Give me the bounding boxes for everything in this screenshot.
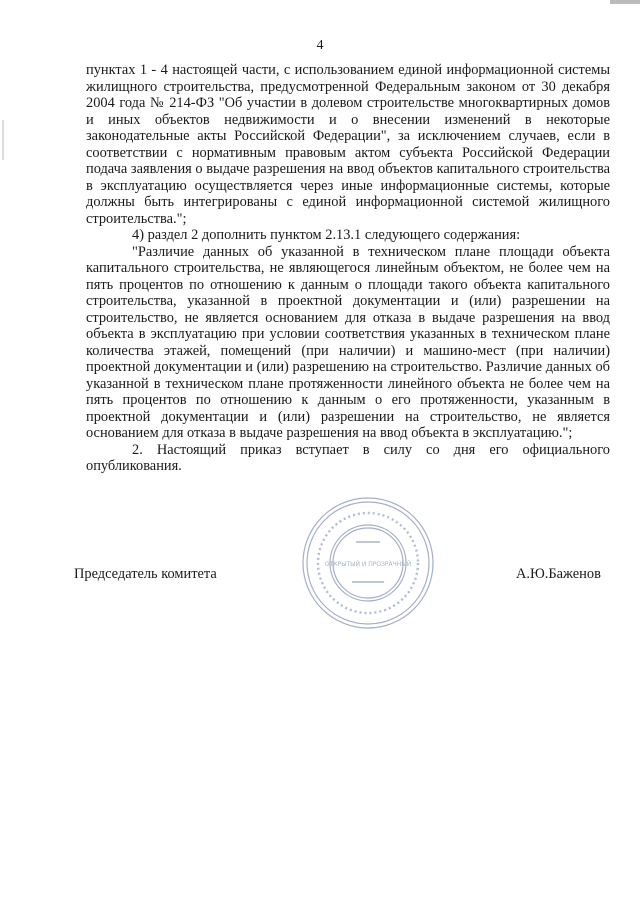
paragraph-effective-date: 2. Настоящий приказ вступает в силу со дня его официального опубликования. <box>86 441 610 474</box>
page-number: 4 <box>316 38 324 53</box>
seal-center-text: ОТКРЫТЫЙ И ПРОЗРАЧНЫЙ <box>324 561 412 568</box>
paragraph-continuation: пунктах 1 - 4 настоящей части, с использованием единой информационной системы жилищного строительства, предусмотренной Федеральным законом от 30 декабря 2004 года № 214-ФЗ "Об участии в долевом строительстве многоквартирных домов и иных объектов недвижимости и о внесении изменений в некоторые законодательные акты Российской Федерации", за исключением случаев, если в соответствии с нормативным правовым актом субъекта Российской Федерации подача заявления о выдаче разрешения на ввод объектов капитального строительства в эксплуатацию осуществляется через иные информационные системы, которые должны быть интегрированы с единой информационной системой жилищного строительства."; <box>86 62 610 227</box>
margin-tick <box>2 120 4 160</box>
paragraph-item-4: 4) раздел 2 дополнить пунктом 2.13.1 следующего содержания: <box>132 227 521 243</box>
scan-edge-mark <box>610 0 640 4</box>
official-seal <box>300 495 436 631</box>
signatory-name: А.Ю.Баженов <box>516 566 601 582</box>
document-body <box>86 62 610 475</box>
paragraph-quoted-clause: "Различие данных об указанной в техническом плане площади объекта капитального строительства, не являющегося линейным объектом, не более чем на пять процентов по отношению к данным о площади такого объекта капитального строительства, указанной в проектной документации и (или) разрешении на строительство, не является основанием для отказа в выдаче разрешения на ввод объекта в эксплуатацию при условии соответствия указанных в техническом плане количества этажей, помещений (при наличии) и машино-мест (при наличии) проектной документации и (или) разрешению на строительство. Различие данных об указанной в техническом плане протяженности линейного объекта не более чем на пять процентов по отношению к данным о его протяженности, указанным в проектной документации и (или) разрешении на строительство, не является основанием для отказа в выдаче разрешения на ввод объекта в эксплуатацию."; <box>86 243 610 441</box>
signatory-position: Председатель комитета <box>74 566 217 582</box>
